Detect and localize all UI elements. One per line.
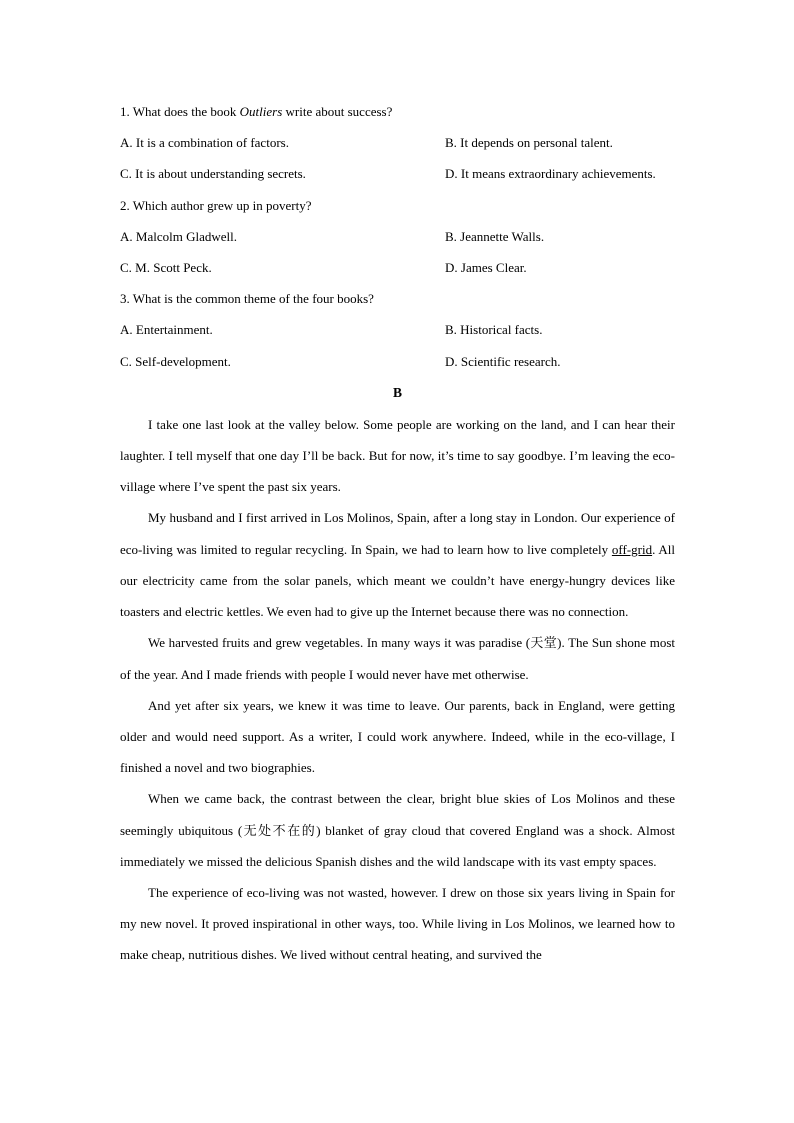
question-3-options-row-1 — [120, 318, 675, 349]
passage-paragraph-1: I take one last look at the valley below. Some people are working on the land, and I can hear their laughter. I tell myself that one day I’ll be back. But for now, it’s time to say goodbye. I’m leaving the eco-village where I’ve spent the past six years. — [120, 416, 675, 495]
page-content — [120, 100, 675, 971]
question-3-option-d: D. Scientific research. — [445, 353, 561, 369]
question-2-options-row-2 — [120, 256, 675, 287]
underlined-term-off-grid: off-grid — [611, 541, 653, 557]
question-2-options-row-1 — [120, 225, 675, 256]
passage-paragraph-6: The experience of eco-living was not wasted, however. I drew on those six years living in Spain for my new novel. It proved inspirational in other ways, too. While living in Los Molinos, we learned how to make cheap, nutritious dishes. We lived without central heating, and survived the — [120, 884, 675, 963]
question-3-stem: 3. What is the common theme of the four books? — [120, 291, 374, 307]
question-1-stem-suffix: write about success? — [282, 104, 393, 119]
question-2-option-c: C. M. Scott Peck. — [120, 259, 212, 275]
passage-paragraph-3: We harvested fruits and grew vegetables. In many ways it was paradise (天堂). The Sun shone most of the year. And I made friends with people I would never have met otherwise. — [120, 635, 675, 682]
section-title: B — [392, 384, 402, 400]
question-3-options-row-2 — [120, 350, 675, 381]
paragraph-2-text-before: My husband and I first arrived in Los Molinos, Spain, after a long stay in London. Our experience of eco-living was limited to regular recycling. In Spain, we had to learn how to live completely — [120, 510, 675, 557]
question-3-option-c: C. Self-development. — [120, 353, 231, 369]
question-1-option-c: C. It is about understanding secrets. — [120, 166, 306, 182]
question-2-option-b: B. Jeannette Walls. — [445, 228, 545, 244]
paragraph-2-text-after: . All our electricity came from the solar panels, which meant we couldn’t have energy-hungry devices like toasters and electric kettles. We even had to give up the Internet because there was no connection. — [120, 541, 675, 620]
question-1-option-a: A. It is a combination of factors. — [120, 135, 289, 151]
question-1-stem-prefix: 1. What does the book — [120, 104, 240, 119]
question-3-option-b: B. Historical facts. — [445, 322, 543, 338]
book-title-outliers: Outliers — [239, 104, 283, 119]
question-1-option-b: B. It depends on personal talent. — [445, 135, 613, 151]
question-3-option-a: A. Entertainment. — [120, 322, 213, 338]
question-1-options-row-1 — [120, 131, 675, 162]
passage-paragraph-4: And yet after six years, we knew it was time to leave. Our parents, back in England, were getting older and would need support. As a writer, I could work anywhere. Indeed, while in the eco-village, I finished a novel and two biographies. — [120, 697, 675, 776]
question-1-option-d: D. It means extraordinary achievements. — [445, 166, 656, 182]
question-1-options-row-2 — [120, 162, 675, 193]
question-2-stem: 2. Which author grew up in poverty? — [120, 197, 312, 213]
question-2-option-d: D. James Clear. — [445, 259, 527, 275]
passage-paragraph-5: When we came back, the contrast between the clear, bright blue skies of Los Molinos and these seemingly ubiquitous (无处不在的) blanket of gray cloud that covered England was a shock. Almost immediately we missed the delicious Spanish dishes and the wild landscape with its vast empty spaces. — [120, 791, 675, 869]
passage-paragraph-2 — [120, 502, 675, 627]
question-1-stem — [120, 100, 675, 131]
question-2-option-a: A. Malcolm Gladwell. — [120, 228, 237, 244]
